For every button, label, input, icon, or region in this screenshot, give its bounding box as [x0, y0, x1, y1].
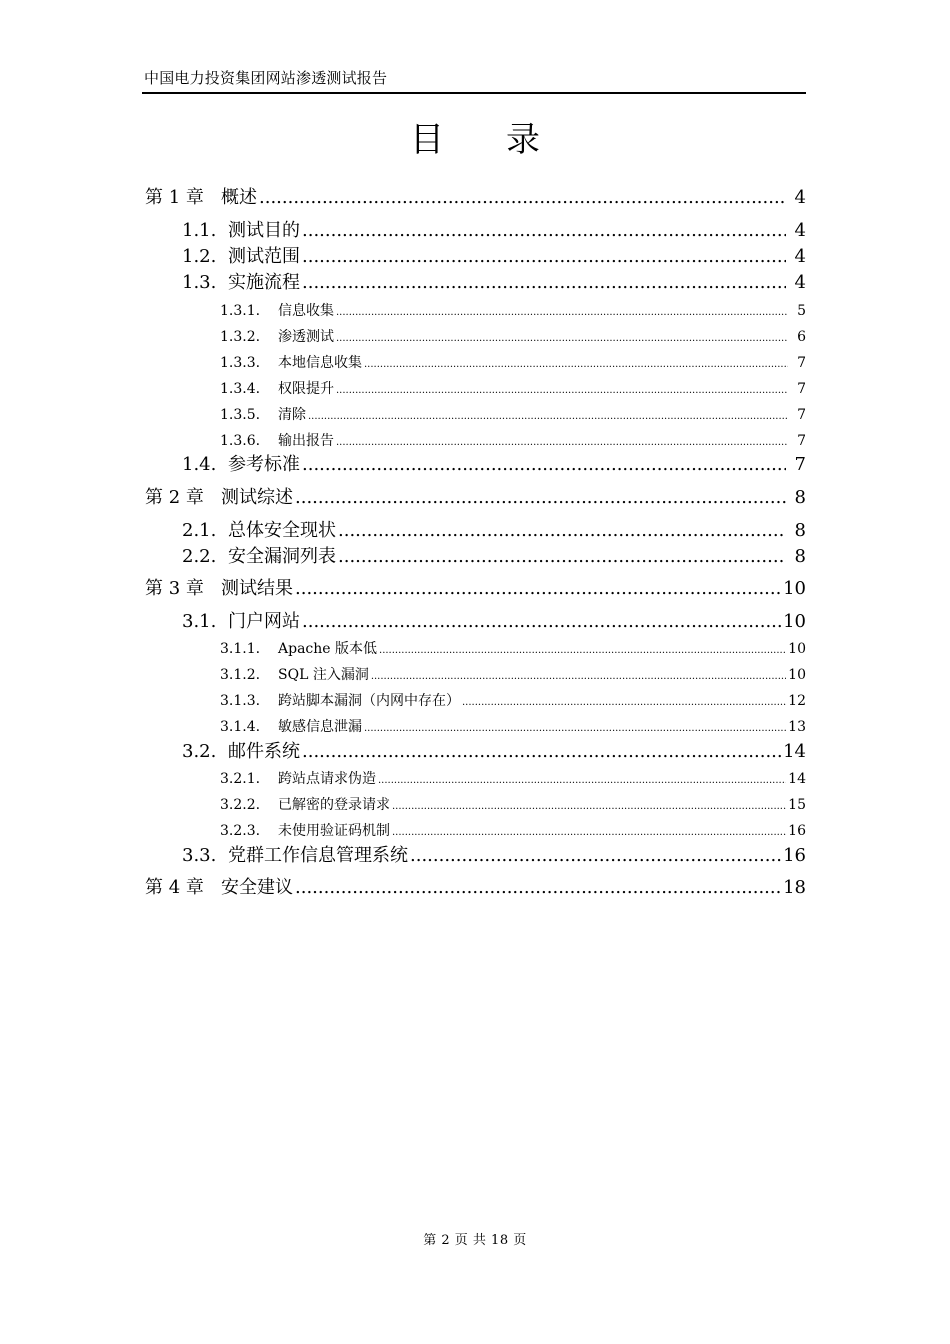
toc-entry-chapter-1[interactable] [145, 186, 806, 210]
toc-entry-1-1[interactable] [182, 219, 806, 243]
toc-dot-leader [462, 693, 786, 713]
toc-entry-3-1-4[interactable] [220, 717, 806, 739]
toc-entry-3-1-1[interactable] [220, 639, 806, 661]
toc-dot-leader [302, 219, 786, 243]
toc-entry-label: 敏感信息泄漏 [278, 719, 362, 735]
toc-entry-page: 7 [797, 433, 806, 449]
toc-entry-1-3-3[interactable] [220, 353, 806, 375]
toc-dot-leader [302, 740, 781, 764]
toc-entry-1-3-2[interactable] [220, 327, 806, 349]
toc-entry-page: 14 [783, 741, 806, 762]
toc-entry-3-1[interactable] [182, 610, 806, 634]
toc-dot-leader [336, 433, 788, 453]
toc-entry-label: 总体安全现状 [228, 520, 336, 541]
toc-entry-3-2[interactable] [182, 740, 806, 764]
toc-entry-number: 3.2.2. [220, 797, 261, 813]
toc-dot-leader [378, 771, 786, 791]
toc-dot-leader [302, 453, 786, 477]
toc-entry-number: 1.2. [182, 246, 217, 267]
toc-entry-label: 本地信息收集 [278, 355, 362, 371]
toc-entry-page: 13 [788, 719, 806, 735]
toc-entry-label: 清除 [278, 407, 306, 423]
toc-entry-3-2-3[interactable] [220, 821, 806, 843]
toc-entry-1-3-4[interactable] [220, 379, 806, 401]
toc-title-char-2: 录 [506, 120, 540, 160]
toc-entry-number: 1.3.1. [220, 303, 261, 319]
toc-entry-label: 渗透测试 [278, 329, 334, 345]
toc-entry-number: 2.1. [182, 520, 217, 541]
toc-title-char-1: 目 [410, 120, 444, 160]
toc-entry-label: SQL 注入漏洞 [278, 667, 369, 683]
toc-entry-page: 4 [794, 272, 806, 293]
toc-entry-1-4[interactable] [182, 453, 806, 477]
toc-entry-3-2-2[interactable] [220, 795, 806, 817]
toc-entry-number: 3.1.1. [220, 641, 261, 657]
toc-entry-page: 14 [788, 771, 806, 787]
toc-entry-label: 权限提升 [278, 381, 334, 397]
toc-entry-number: 1.3.4. [220, 381, 261, 397]
toc-entry-3-3[interactable] [182, 844, 806, 868]
toc-entry-label: 安全漏洞列表 [228, 546, 336, 567]
toc-entry-label: 实施流程 [228, 272, 300, 293]
toc-entry-page: 4 [794, 187, 806, 208]
toc-entry-number: 1.3.6. [220, 433, 261, 449]
toc-dot-leader [364, 719, 786, 739]
toc-entry-label: 跨站脚本漏洞（内网中存在） [278, 693, 460, 709]
toc-entry-number: 3.2. [182, 741, 217, 762]
toc-entry-label: 输出报告 [278, 433, 334, 449]
toc-entry-page: 4 [794, 220, 806, 241]
toc-entry-page: 10 [783, 578, 806, 599]
toc-dot-leader [295, 486, 786, 510]
toc-entry-page: 16 [788, 823, 806, 839]
toc-entry-page: 16 [783, 845, 806, 866]
toc-entry-2-2[interactable] [182, 545, 806, 569]
toc-dot-leader [392, 797, 786, 817]
toc-entry-number: 第 2 章 [145, 487, 204, 508]
toc-dot-leader [338, 519, 786, 543]
toc-dot-leader [336, 303, 788, 323]
toc-entry-label: 测试综述 [221, 487, 293, 508]
toc-entry-page: 6 [797, 329, 806, 345]
toc-entry-number: 1.3.2. [220, 329, 261, 345]
toc-entry-label: 党群工作信息管理系统 [228, 845, 408, 866]
toc-entry-number: 1.4. [182, 454, 217, 475]
toc-entry-number: 第 3 章 [145, 578, 204, 599]
toc-entry-label: 测试目的 [228, 220, 300, 241]
toc-entry-number: 3.1.4. [220, 719, 261, 735]
toc-dot-leader [379, 641, 786, 661]
toc-dot-leader [302, 245, 786, 269]
toc-entry-3-1-3[interactable] [220, 691, 806, 713]
toc-entry-1-2[interactable] [182, 245, 806, 269]
toc-entry-number: 1.3.3. [220, 355, 261, 371]
toc-entry-label: 未使用验证码机制 [278, 823, 390, 839]
toc-entry-label: 测试结果 [221, 578, 293, 599]
toc-entry-label: 安全建议 [221, 877, 293, 898]
toc-entry-page: 8 [794, 520, 806, 541]
toc-dot-leader [295, 876, 781, 900]
toc-entry-chapter-2[interactable] [145, 486, 806, 510]
toc-entry-number: 1.3. [182, 272, 217, 293]
toc-entry-page: 7 [797, 355, 806, 371]
toc-entry-number: 3.3. [182, 845, 217, 866]
toc-entry-page: 18 [783, 877, 806, 898]
toc-dot-leader [336, 329, 788, 349]
toc-entry-page: 12 [788, 693, 806, 709]
toc-entry-label: 参考标准 [228, 454, 300, 475]
toc-entry-page: 7 [797, 407, 806, 423]
toc-entry-chapter-4[interactable] [145, 876, 806, 900]
toc-entry-number: 2.2. [182, 546, 217, 567]
toc-entry-chapter-3[interactable] [145, 577, 806, 601]
toc-entry-page: 5 [797, 303, 806, 319]
toc-dot-leader [295, 577, 781, 601]
toc-entry-label: 已解密的登录请求 [278, 797, 390, 813]
toc-entry-number: 1.1. [182, 220, 217, 241]
toc-entry-number: 3.1.3. [220, 693, 261, 709]
toc-dot-leader [364, 355, 788, 375]
toc-dot-leader [392, 823, 786, 843]
toc-entry-label: 概述 [221, 187, 257, 208]
toc-entry-1-3[interactable] [182, 271, 806, 295]
toc-entry-page: 10 [783, 611, 806, 632]
toc-entry-page: 10 [788, 641, 806, 657]
toc-dot-leader [302, 271, 786, 295]
toc-entry-page: 7 [794, 454, 806, 475]
toc-entry-number: 第 1 章 [145, 187, 204, 208]
toc-entry-3-2-1[interactable] [220, 769, 806, 791]
toc-entry-label: Apache 版本低 [278, 641, 378, 657]
toc-entry-page: 8 [794, 487, 806, 508]
toc-entry-page: 15 [788, 797, 806, 813]
toc-dot-leader [338, 545, 786, 569]
toc-entry-page: 4 [794, 246, 806, 267]
toc-entry-label: 邮件系统 [228, 741, 300, 762]
toc-entry-page: 8 [794, 546, 806, 567]
toc-dot-leader [308, 407, 788, 427]
toc-dot-leader [336, 381, 788, 401]
toc-entry-3-1-2[interactable] [220, 665, 806, 687]
toc-entry-number: 3.2.1. [220, 771, 261, 787]
toc-entry-label: 测试范围 [228, 246, 300, 267]
toc-entry-page: 7 [797, 381, 806, 397]
toc-entry-label: 门户网站 [228, 611, 300, 632]
toc-entry-1-3-6[interactable] [220, 431, 806, 453]
page-footer: 第 2 页 共 18 页 [423, 1233, 527, 1248]
toc-entry-1-3-5[interactable] [220, 405, 806, 427]
toc-entry-label: 信息收集 [278, 303, 334, 319]
toc-entry-page: 10 [788, 667, 806, 683]
toc-entry-number: 3.1.2. [220, 667, 261, 683]
toc-dot-leader [302, 610, 781, 634]
toc-entry-number: 3.1. [182, 611, 217, 632]
toc-entry-2-1[interactable] [182, 519, 806, 543]
toc-dot-leader [371, 667, 786, 687]
toc-entry-number: 1.3.5. [220, 407, 261, 423]
toc-entry-1-3-1[interactable] [220, 301, 806, 323]
toc-entry-label: 跨站点请求伪造 [278, 771, 376, 787]
toc-dot-leader [259, 186, 786, 210]
toc-entry-number: 3.2.3. [220, 823, 261, 839]
header-title: 中国电力投资集团网站渗透测试报告 [144, 69, 388, 87]
toc-dot-leader [410, 844, 781, 868]
toc-entry-number: 第 4 章 [145, 877, 204, 898]
